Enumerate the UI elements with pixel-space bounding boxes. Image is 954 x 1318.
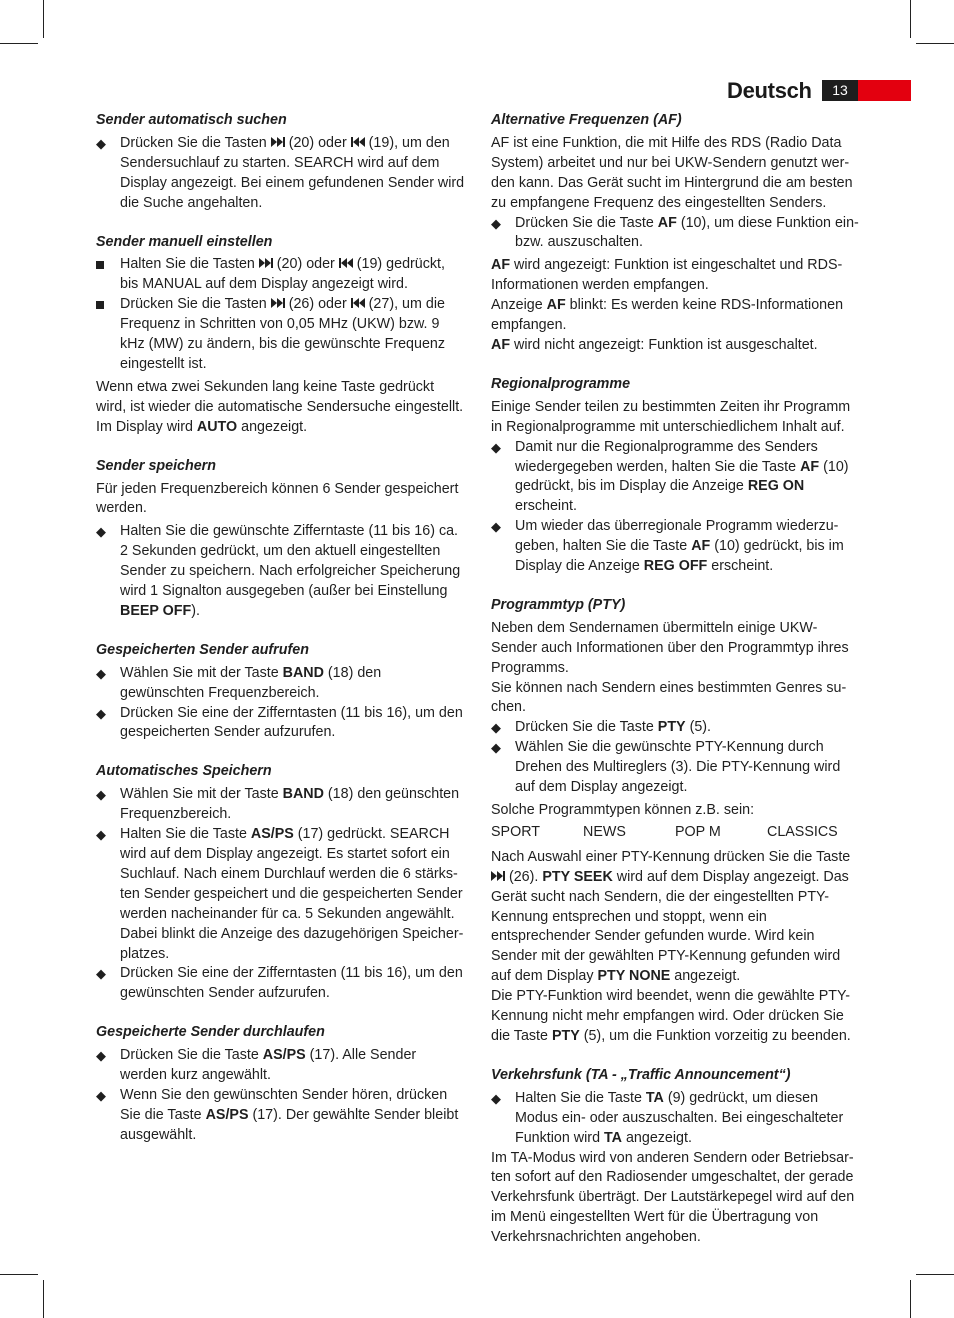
item-text: (19), um den Sendersuchlauf zu starten. SEARCH wird auf dem Display angezeigt. Bei einem gefundenen Sender wird die Suche angehalten. <box>120 134 465 211</box>
pty-type: SPORT <box>491 823 540 840</box>
skip-forward-icon <box>259 257 273 269</box>
list-item <box>96 255 466 295</box>
diamond-bullet-icon: ◆ <box>96 665 106 681</box>
paragraph: Sie können nach Sendern eines bestimmten Genres su-chen. <box>491 679 847 716</box>
section-title: Sender speichern <box>96 457 216 474</box>
square-bullet-icon <box>96 261 104 269</box>
item-text: Drücken Sie die Tasten <box>120 134 271 151</box>
list-item: ◆ Halten Sie die gewünschte Zifferntaste (11 bis 16) ca. 2 Sekunden gedrückt, um den aktuell eingestellten Sender zu speichern. Nach erfolgreicher Speicherung wird 1 Signalton ausgegeben (außer bei Einstellung BEEP OFF). <box>96 523 461 619</box>
diamond-bullet-icon: ◆ <box>491 519 501 535</box>
page-accent-bar <box>858 80 911 101</box>
diamond-bullet-icon: ◆ <box>96 705 106 721</box>
section-title: Programmtyp (PTY) <box>491 596 626 613</box>
paragraph: Anzeige AF blinkt: Es werden keine RDS-Informationen empfangen. <box>491 297 844 334</box>
list-item <box>96 134 466 214</box>
paragraph: Die PTY-Funktion wird beendet, wenn die gewählte PTY-Kennung nicht mehr empfangen wird. Oder drücken Sie die Taste PTY (5), um die Funktion vorzeitig zu beenden. <box>491 988 851 1044</box>
skip-back-icon <box>351 136 365 148</box>
section-title: Gespeicherte Sender durchlaufen <box>96 1024 325 1041</box>
list-item: ◆ Wählen Sie mit der Taste BAND (18) den gewünschten Frequenzbereich. <box>96 664 382 701</box>
diamond-bullet-icon: ◆ <box>96 966 106 982</box>
crop-mark <box>916 43 954 44</box>
list-item: ◆ Drücken Sie die Taste AS/PS (17). Alle Sender werden kurz angewählt. <box>96 1047 417 1084</box>
section-title: Automatisches Speichern <box>96 763 272 780</box>
square-bullet-icon <box>96 301 104 309</box>
paragraph: Einige Sender teilen zu bestimmten Zeiten ihr Programm in Regionalprogramme mit unterschiedlichem Inhalt auf. <box>491 398 851 435</box>
paragraph: Wenn etwa zwei Sekunden lang keine Taste gedrückt wird, ist wieder die automatische Sendersuche eingestellt. Im Display wird AUTO angezeigt. <box>96 378 464 435</box>
list-item: ◆ Wählen Sie die gewünschte PTY-Kennung durch Drehen des Multireglers (3). Die PTY-Kennung wird auf dem Display angezeigt. <box>491 739 841 796</box>
paragraph: Für jeden Frequenzbereich können 6 Sender gespeichert werden. <box>96 480 459 517</box>
paragraph: AF ist eine Funktion, die mit Hilfe des RDS (Radio Data System) arbeitet und nur bei UKW-Sendern genutzt wer-den kann. Das Gerät sucht im Hintergrund die am besten zu empfangene Frequenz des eingestellten Senders. <box>491 134 853 211</box>
crop-mark <box>43 0 44 38</box>
diamond-bullet-icon: ◆ <box>491 215 501 231</box>
section-title: Gespeicherten Sender aufrufen <box>96 641 309 658</box>
skip-forward-icon <box>271 136 285 148</box>
diamond-bullet-icon: ◆ <box>96 827 106 843</box>
paragraph: Solche Programmtypen können z.B. sein: <box>491 802 755 818</box>
crop-mark <box>916 1274 954 1275</box>
skip-forward-icon <box>271 297 285 309</box>
item-text: Halten Sie die Tasten <box>120 256 259 273</box>
section-sender-automatisch <box>96 111 466 214</box>
section-title: Alternative Frequenzen (AF) <box>491 112 682 128</box>
section-sender-speichern <box>96 457 466 622</box>
paragraph: Neben dem Sendernamen übermitteln einige UKW-Sender auch Informationen über den Programmtyp ihres Programms. <box>491 619 849 676</box>
list-item: ◆ Drücken Sie eine der Zifferntasten (11 bis 16), um den gewünschten Sender aufzurufen. <box>96 965 463 1002</box>
diamond-bullet-icon: ◆ <box>491 740 501 756</box>
diamond-bullet-icon: ◆ <box>96 787 106 803</box>
skip-forward-icon <box>491 870 505 882</box>
crop-mark <box>910 1280 911 1318</box>
paragraph: Nach Auswahl einer PTY-Kennung drücken Sie die Taste (26). PTY SEEK wird auf dem Display angezeigt. Das Gerät sucht nach Sendern, die der eingestellten PTY-Kennung entsprechen und stoppt, wenn ein entsprechender Sender gefunden wurde. Wird kein Sender mit der gewählten PTY-Kennung gefunden wird auf dem Display PTY NONE angezeigt. <box>491 848 851 985</box>
crop-mark <box>910 0 911 38</box>
item-text: (20) oder <box>272 256 339 273</box>
skip-back-icon <box>351 297 365 309</box>
section-alternative-frequenzen <box>491 111 861 356</box>
section-regionalprogramme <box>491 375 861 577</box>
item-text: Drücken Sie die Tasten <box>120 296 271 313</box>
diamond-bullet-icon: ◆ <box>491 1090 501 1106</box>
section-title: Sender manuell einstellen <box>96 233 273 250</box>
crop-mark <box>0 43 38 44</box>
paragraph: AF wird angezeigt: Funktion ist eingeschaltet und RDS-Informationen werden empfangen. <box>491 257 843 294</box>
paragraph: AF wird nicht angezeigt: Funktion ist ausgeschaltet. <box>491 336 818 353</box>
diamond-bullet-icon: ◆ <box>491 439 501 455</box>
diamond-bullet-icon: ◆ <box>96 1048 106 1064</box>
pty-type: CLASSICS <box>767 823 838 840</box>
list-item: ◆ Damit nur die Regionalprogramme des Senders wiedergegeben werden, halten Sie die Taste AF (10) gedrückt, bis im Display die Anzeige REG ON erscheint. <box>491 438 849 515</box>
list-item <box>96 295 466 375</box>
pty-type: NEWS <box>583 823 626 840</box>
diamond-bullet-icon: ◆ <box>491 720 501 736</box>
list-item: ◆ Drücken Sie die Taste PTY (5). <box>491 718 861 738</box>
left-column <box>96 111 466 1165</box>
diamond-bullet-icon: ◆ <box>96 524 106 540</box>
list-item: ◆ Drücken Sie die Taste AF (10), um diese Funktion ein- bzw. auszuschalten. <box>491 214 859 251</box>
right-column <box>491 111 861 1267</box>
diamond-bullet-icon: ◆ <box>96 1087 106 1103</box>
diamond-bullet-icon: ◆ <box>96 135 106 151</box>
list-item: ◆ Drücken Sie eine der Zifferntasten (11 bis 16), um den gespeicherten Sender aufzurufen. <box>96 704 463 741</box>
section-sender-manuell <box>96 233 466 438</box>
section-gespeicherten-aufrufen <box>96 641 466 744</box>
item-text: (20) oder <box>284 134 351 151</box>
list-item: ◆ Wählen Sie mit der Taste BAND (18) den geünschten Frequenzbereich. <box>96 786 460 823</box>
item-text: (26) oder <box>284 296 351 313</box>
section-durchlaufen <box>96 1023 466 1145</box>
skip-back-icon <box>339 257 353 269</box>
list-item: ◆ Halten Sie die Taste AS/PS (17) gedrückt. SEARCH wird auf dem Display angezeigt. Es startet sofort ein Suchlauf. Nach einem Durchlauf werden die 6 stärks-ten Sender gespeichert und die gespeicherten Sender werden nacheinander für ca. 5 Sekunden angewählt. Dabei blinkt die Anzeige des dazugehörigen Speicher-platzes. <box>96 826 464 962</box>
section-programmtyp <box>491 596 861 1047</box>
section-title: Sender automatisch suchen <box>96 112 287 128</box>
crop-mark <box>0 1274 38 1275</box>
pty-type-list <box>491 823 861 843</box>
page-number: 13 <box>822 80 858 101</box>
paragraph: Im TA-Modus wird von anderen Sendern oder Betriebsar-ten sofort auf den Radiosender umgeschaltet, der gerade Verkehrsfunk überträgt. Der Lautstärkepegel wird auf den im Menü eingestellten Wert für die Übertragung von Verkehrsnachrichten angehoben. <box>491 1149 855 1246</box>
section-verkehrsfunk <box>491 1066 861 1248</box>
list-item: ◆ Halten Sie die Taste TA (9) gedrückt, um diesen Modus ein- oder auszuschalten. Bei eingeschalteter Funktion wird TA angezeigt. <box>491 1089 844 1146</box>
section-automatisches-speichern <box>96 762 466 1004</box>
list-item: ◆ Um wieder das überregionale Programm wiederzu-geben, halten Sie die Taste AF (10) gedrückt, bis im Display die Anzeige REG OFF erscheint. <box>491 518 844 575</box>
page-language-heading: Deutsch <box>727 78 812 103</box>
crop-mark <box>43 1280 44 1318</box>
item-text: (19) gedrückt, bis MANUAL auf dem Display angezeigt wird. <box>120 256 445 293</box>
section-title: Verkehrsfunk (TA - „Traffic Announcement“) <box>491 1066 791 1083</box>
section-title: Regionalprogramme <box>491 375 631 392</box>
item-text: (27), um die Frequenz in Schritten von 0,05 MHz (UKW) bzw. 9 kHz (MW) zu ändern, bis die gewünschte Frequenz eingestellt ist. <box>120 296 445 372</box>
pty-type: POP M <box>675 823 721 840</box>
list-item: ◆ Wenn Sie den gewünschten Sender hören, drücken Sie die Taste AS/PS (17). Der gewählte Sender bleibt ausgewählt. <box>96 1086 459 1143</box>
